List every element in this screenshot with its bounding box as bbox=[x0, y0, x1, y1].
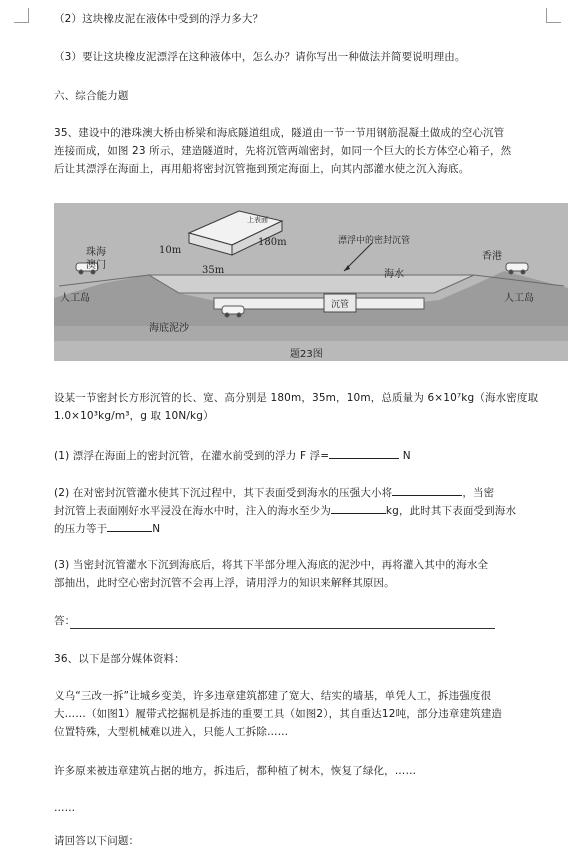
q35-intro-line-1: 35、建设中的港珠澳大桥由桥梁和海底隧道组成，隧道由一节一节用钢筋混凝土做成的空心沉管 bbox=[54, 127, 505, 139]
q35-part-3-line-2: 部抽出，此时空心密封沉管不会再上浮，请用浮力的知识来解释其原因。 bbox=[54, 577, 395, 589]
q35-part-1 bbox=[54, 447, 543, 463]
q36-para-1-line-2: 大……（如图1）履带式挖掘机是拆违的重要工具（如图2），其自重达12吨，部分违章建筑建造 bbox=[54, 708, 503, 720]
q35-part-1-unit: N bbox=[399, 450, 411, 462]
question-2-text: （2）这块橡皮泥在液体中受到的浮力多大？ bbox=[54, 13, 264, 25]
label-island-right: 人工岛 bbox=[504, 293, 534, 304]
answer-label: 答： bbox=[54, 615, 76, 627]
answer-blank-pressure-change[interactable] bbox=[392, 484, 462, 496]
label-floating-tube: 漂浮中的密封沉管 bbox=[338, 236, 411, 246]
tunnel-diagram bbox=[54, 203, 568, 361]
q35-part-2-text-a: (2) 在对密封沉管灌水使其下沉过程中，其下表面受到海水的压强大小将 bbox=[54, 487, 393, 499]
q36-para-1-line-1: 义乌“三改一拆”让城乡变美，许多违章建筑都建了宽大、结实的墙基，单凭人工，拆违强度很 bbox=[54, 690, 492, 702]
q36-para-1-line-3: 位置特殊，大型机械难以进入，只能人工拆除…… bbox=[54, 726, 289, 738]
answer-blank-pressure-force[interactable] bbox=[107, 520, 152, 532]
q35-intro-line-2: 连接而成，如图 23 所示，建造隧道时，先将沉管两端密封，如同一个巨大的长方体空心箱子，然 bbox=[54, 145, 512, 157]
page-corner-mark-right bbox=[546, 8, 561, 23]
q35-part-2-text-e: 的压力等于 bbox=[54, 523, 108, 535]
label-sea: 海水 bbox=[384, 269, 404, 280]
q35-part-3-line-1: (3) 当密封沉管灌水下沉到海底后，将其下半部分埋入海底的泥沙中，再将灌入其中的海水全 bbox=[54, 559, 489, 571]
q35-part-2-line-1 bbox=[54, 484, 543, 500]
tunnel-diagram-drawing bbox=[54, 203, 568, 361]
label-width-35m: 35m bbox=[202, 265, 225, 276]
q35-given-line-1: 设某一节密封长方形沉管的长、宽、高分别是 180m，35m，10m，总质量为 6×10⁷kg（海水密度取 bbox=[54, 392, 539, 404]
q35-part-2-line-2 bbox=[54, 502, 543, 518]
label-box-top: 上表面 bbox=[247, 216, 268, 224]
q35-part-2-text-d: kg，此时其下表面受到海水 bbox=[385, 505, 517, 517]
q36-prompt: 请回答以下问题： bbox=[54, 835, 140, 847]
q35-given-line-2: 1.0×10³kg/m³，g 取 10N/kg） bbox=[54, 410, 214, 422]
label-height-10m: 10m bbox=[159, 245, 182, 256]
q35-part-2-unit: N bbox=[152, 523, 161, 535]
label-island-left: 人工岛 bbox=[60, 293, 90, 304]
q36-ellipsis: …… bbox=[54, 802, 76, 814]
car-right bbox=[506, 263, 528, 274]
label-macau: 澳门 bbox=[86, 260, 106, 271]
label-tube: 沉管 bbox=[331, 300, 350, 310]
section-6-heading: 六、综合能力题 bbox=[54, 90, 129, 102]
figure-caption: 题23图 bbox=[290, 349, 323, 360]
question-3-text: （3）要让这块橡皮泥漂浮在这种液体中，怎么办？请你写出一种做法并简要说明理由。 bbox=[54, 51, 466, 63]
q35-part-2-line-3 bbox=[54, 520, 543, 536]
page-corner-mark-left bbox=[14, 8, 29, 23]
q35-part-1-text: (1) 漂浮在海面上的密封沉管，在灌水前受到的浮力 F 浮= bbox=[54, 450, 330, 462]
q36-title: 36、以下是部分媒体资料： bbox=[54, 653, 185, 665]
label-hongkong: 香港 bbox=[482, 251, 502, 262]
q36-para-2: 许多原来被违章建筑占据的地方，拆违后，都种植了树木，恢复了绿化，…… bbox=[54, 765, 417, 777]
q35-part-2-text-c: 封沉管上表面刚好水平浸没在海水中时，注入的海水至少为 bbox=[54, 505, 331, 517]
label-seabed: 海底泥沙 bbox=[149, 323, 189, 334]
tunnel-tube bbox=[214, 298, 424, 309]
sea-water-area bbox=[149, 275, 474, 293]
q35-part-2-text-b: ，当密 bbox=[462, 487, 495, 499]
seabed-base bbox=[54, 326, 568, 341]
answer-blank-water-mass[interactable] bbox=[331, 502, 386, 514]
label-length-180m: 180m bbox=[258, 237, 287, 248]
q35-intro-line-3: 后让其漂浮在海面上，再用船将密封沉管拖到预定海面上，向其内部灌水使之沉入海底。 bbox=[54, 163, 470, 175]
label-zhuhai: 珠海 bbox=[86, 247, 106, 258]
answer-blank-buoyancy[interactable] bbox=[329, 447, 399, 459]
answer-line[interactable] bbox=[70, 628, 495, 629]
